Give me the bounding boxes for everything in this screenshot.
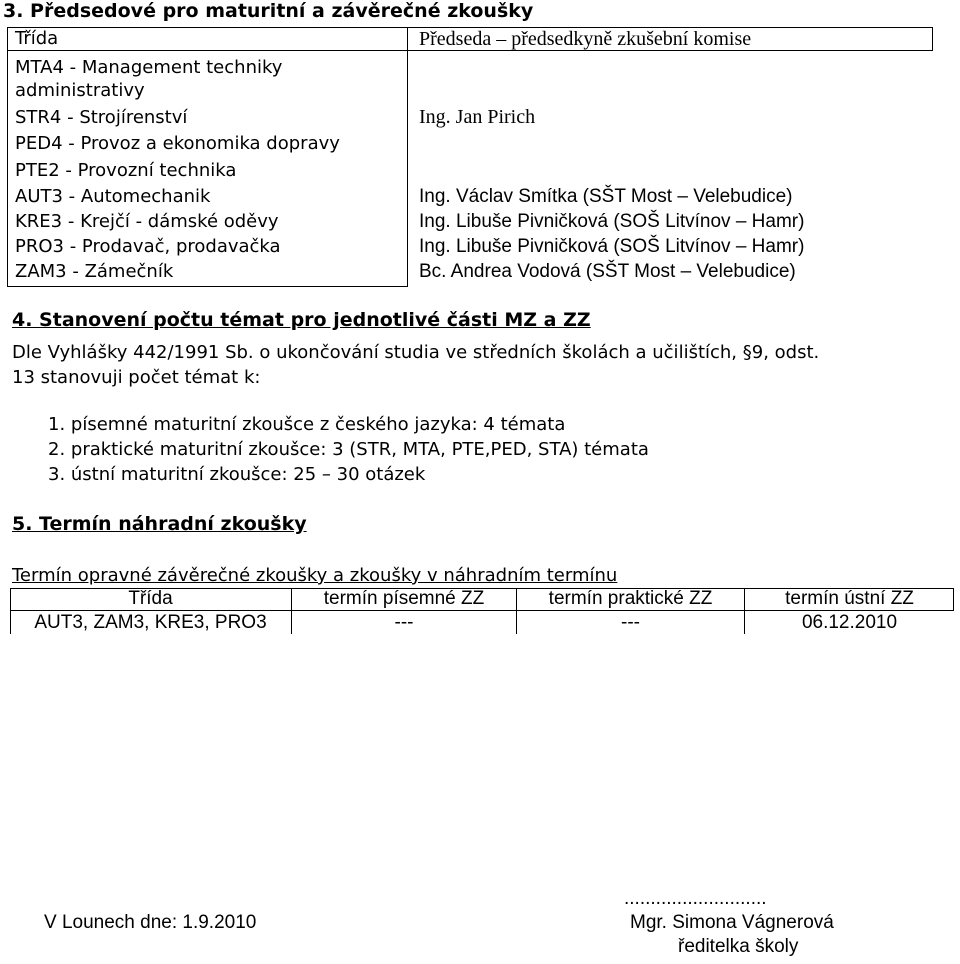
chair-group: Ing. Jan Pirich xyxy=(419,106,536,128)
col-header-class: Třída xyxy=(128,588,173,609)
section5-subheading: Termín opravné závěrečné zkoušky a zkoušky v náhradním termínu xyxy=(12,565,618,586)
cell-oral: 06.12.2010 xyxy=(801,612,898,633)
row-class: PRO3 - Prodavač, prodavačka xyxy=(15,236,281,257)
section4-intro-cont: 13 stanovuji počet témat k: xyxy=(12,367,261,388)
list-item: 2. praktické maturitní zkoušce: 3 (STR, MTA, PTE,PED, STA) témata xyxy=(48,439,649,460)
row-class: administrativy xyxy=(15,80,145,101)
col-header-oral: termín ústní ZZ xyxy=(785,588,914,609)
header-class: Třída xyxy=(15,28,59,49)
table-bottom-border xyxy=(7,286,408,287)
place-date: V Lounech dne: 1.9.2010 xyxy=(44,912,257,933)
row-class: STR4 - Strojírenství xyxy=(15,107,188,128)
cell-written: --- xyxy=(394,612,414,633)
col-header-practical: termín praktické ZZ xyxy=(548,588,713,609)
header-chair: Předseda – předsedkyně zkušební komise xyxy=(419,28,752,50)
row-class: KRE3 - Krejčí - dámské oděvy xyxy=(15,211,279,232)
cell-class: AUT3, ZAM3, KRE3, PRO3 xyxy=(34,612,267,633)
table-divider xyxy=(407,27,408,287)
chairs-table xyxy=(7,27,933,287)
table-row xyxy=(7,209,407,234)
list-item: 1. písemné maturitní zkoušce z českého jazyka: 4 témata xyxy=(48,414,566,435)
row-class: PTE2 - Provozní technika xyxy=(15,160,237,181)
chair-name: Ing. Libuše Pivničková (SOŠ Litvínov – Hamr) xyxy=(419,211,805,232)
section4-intro: Dle Vyhlášky 442/1991 Sb. o ukončování studia ve středních školách a učilištích, §9, odst. xyxy=(12,342,820,363)
table-row xyxy=(7,55,407,80)
chair-name: Bc. Andrea Vodová (SŠT Most – Velebudice) xyxy=(419,261,796,282)
list-item: 3. ústní maturitní zkoušce: 25 – 30 otázek xyxy=(48,464,426,485)
chair-name: Ing. Libuše Pivničková (SOŠ Litvínov – Hamr) xyxy=(419,236,805,257)
table-row xyxy=(7,259,407,284)
table-row xyxy=(7,78,407,103)
row-class: MTA4 - Management techniky xyxy=(15,57,283,78)
chair-name: Ing. Václav Smítka (SŠT Most – Velebudice) xyxy=(419,186,793,207)
signature-dots: ........................... xyxy=(624,888,767,909)
section3-heading: 3. Předsedové pro maturitní a závěrečné zkoušky xyxy=(3,0,534,22)
table-row xyxy=(7,158,407,183)
row-class: PED4 - Provoz a ekonomika dopravy xyxy=(15,133,340,154)
table-row xyxy=(7,105,407,130)
col-header-written: termín písemné ZZ xyxy=(323,588,485,609)
exam-dates-table xyxy=(10,588,954,634)
table-row xyxy=(7,234,407,259)
section4-heading: 4. Stanovení počtu témat pro jednotlivé části MZ a ZZ xyxy=(12,309,591,331)
section5-heading: 5. Termín náhradní zkoušky xyxy=(12,513,307,535)
row-class: AUT3 - Automechanik xyxy=(15,186,211,207)
table-row xyxy=(7,131,407,156)
signer-role: ředitelka školy xyxy=(678,936,799,957)
signer-name: Mgr. Simona Vágnerová xyxy=(630,912,834,933)
cell-practical: --- xyxy=(621,612,640,633)
table-row xyxy=(7,184,407,209)
row-class: ZAM3 - Zámečník xyxy=(15,261,174,282)
